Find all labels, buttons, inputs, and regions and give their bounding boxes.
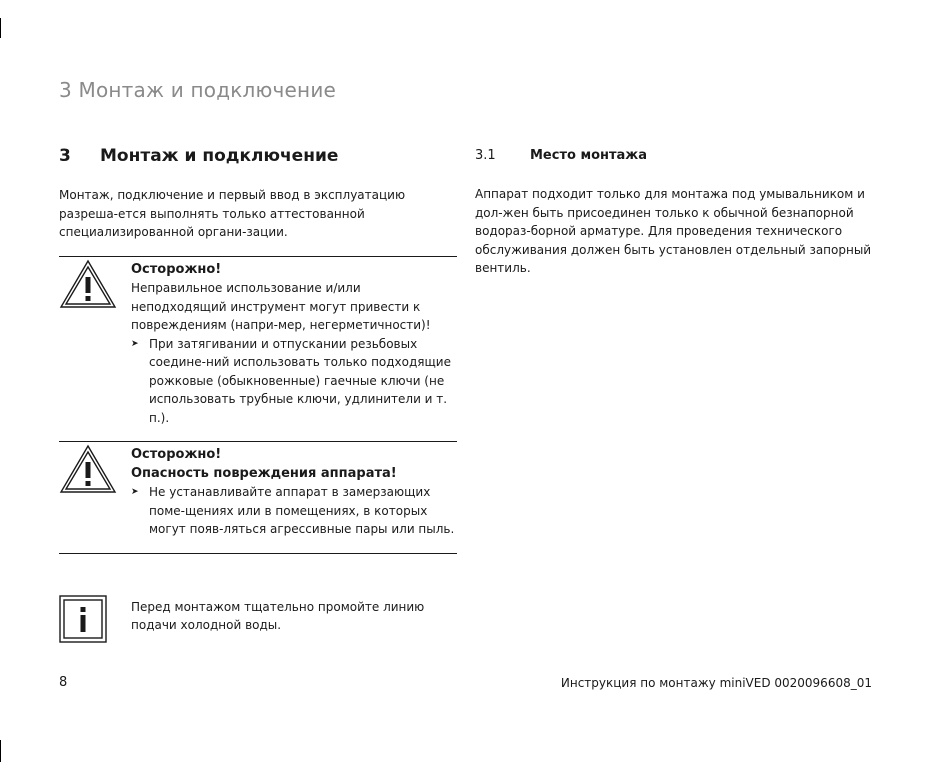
subsection-number: 3.1 <box>475 148 496 163</box>
warning-bullet <box>131 335 457 428</box>
running-header: 3 Монтаж и подключение <box>59 78 337 102</box>
subsection-paragraph: Аппарат подходит только для монтажа под умывальником и дол-жен быть присоединен только к обычной безнапорной водораз-борной арматуре. Для проведения технического обслуживания должен быть установлен отдельный запорный вентиль. <box>475 187 872 275</box>
info-notice <box>59 598 457 635</box>
bullet-arrow-icon: ➤ <box>131 338 139 349</box>
warning-bullet-text: При затягивании и отпускании резьбовых соедине-ний использовать только подходящие рожковые (обыкновенные) гаечные ключи (не использовать трубные ключи, удлинители и т. п.). <box>149 336 451 425</box>
warning-notice-2 <box>59 441 457 554</box>
warning-subtitle: Опасность повреждения аппарата! <box>131 465 397 481</box>
warning-bullet-text: Не устанавливайте аппарат в замерзающих поме-щениях или в помещениях, в которых могут появ-ляться агрессивные пары или пыль. <box>149 485 455 536</box>
subsection-heading <box>475 148 875 163</box>
intro-paragraph: Монтаж, подключение и первый ввод в эксплуатацию разреша-ется выполнять только аттестованной специализированной органи-зации. <box>59 188 406 239</box>
info-icon <box>59 595 107 643</box>
bullet-arrow-icon: ➤ <box>131 487 139 497</box>
warning-bullet <box>131 483 457 539</box>
info-text: Перед монтажом тщательно промойте линию подачи холодной воды. <box>131 599 425 632</box>
crop-mark-top <box>0 18 1 38</box>
warning-notice-1 <box>59 256 457 442</box>
warning-text: Неправильное использование и/или неподходящий инструмент могут привести к повреждениям (напри-мер, негерметичности)! <box>131 281 431 332</box>
warning-triangle-icon <box>59 259 117 309</box>
subsection-title: Место монтажа <box>530 148 648 163</box>
crop-mark-bottom <box>0 740 1 762</box>
warning-title: Осторожно! <box>131 261 222 277</box>
warning-triangle-icon <box>59 444 117 494</box>
document-reference: Инструкция по монтажу miniVED 0020096608_01 <box>560 676 872 690</box>
warning-title: Осторожно! <box>131 447 222 462</box>
right-column <box>475 148 875 278</box>
section-number: 3 <box>59 146 71 166</box>
page-number: 8 <box>59 675 68 690</box>
section-heading <box>59 146 457 166</box>
section-title: Монтаж и подключение <box>100 146 339 166</box>
left-column <box>59 146 457 635</box>
